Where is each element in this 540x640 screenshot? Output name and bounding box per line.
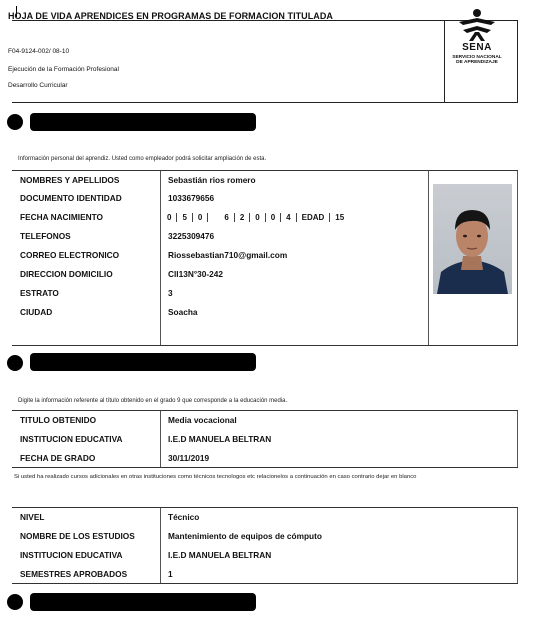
courses-note: Si usted ha realizado cursos adicionales en otras instituciones como técnicos tecnologos etc relacionelos a continuación en caso contrario dejar en blanco (14, 474, 417, 480)
birth-digit: 0 (193, 213, 208, 222)
document-title: HOJA DE VIDA APRENDICES EN PROGRAMAS DE FORMACION TITULADA (8, 11, 333, 21)
institution-label: INSTITUCION EDUCATIVA (20, 434, 123, 444)
study-name-value: Mantenimiento de equipos de cómputo (168, 531, 322, 541)
sena-logo-sub2: DE APRENDIZAJE (456, 60, 498, 66)
table-row (12, 411, 518, 430)
section-heading-redacted (30, 113, 256, 131)
section-heading-redacted (30, 353, 256, 371)
graduation-date-label: FECHA DE GRADO (20, 453, 96, 463)
stratum-value: 3 (168, 288, 173, 298)
birth-digit: 4 (281, 213, 296, 222)
semesters-value: 1 (168, 569, 173, 579)
sena-logo-word: SENA (462, 42, 492, 53)
address-value: Cll13N°30-242 (168, 269, 223, 279)
phone-label: TELEFONOS (20, 231, 71, 241)
birth-digit: 0 (266, 213, 281, 222)
table-row (12, 527, 518, 546)
education-table (12, 410, 518, 468)
sena-logo (442, 6, 512, 80)
name-value: Sebastián rios romero (168, 175, 256, 185)
person-icon (433, 184, 512, 294)
document-code: F04-9124-002/ 08-10 (8, 48, 70, 55)
table-row (12, 508, 518, 527)
table-row (12, 303, 518, 322)
stratum-label: ESTRATO (20, 288, 59, 298)
applicant-photo (433, 184, 512, 294)
email-label: CORREO ELECTRONICO (20, 250, 120, 260)
institution-value: I.E.D MANUELA BELTRAN (168, 434, 272, 444)
birth-digit: 2 (235, 213, 250, 222)
age-label: EDAD (297, 213, 331, 222)
name-label: NOMBRES Y APELLIDOS (20, 175, 120, 185)
education-note: Digite la información referente al título obtenido en el grado 9 que corresponde a la educación media. (18, 398, 288, 404)
section-heading-redacted (30, 593, 256, 611)
graduation-date-value: 30/11/2019 (168, 453, 210, 463)
table-row (12, 565, 518, 584)
study-name-label: NOMBRE DE LOS ESTUDIOS (20, 531, 135, 541)
section-bullet-icon (7, 114, 23, 130)
sena-logo-sub1: SERVICIO NACIONAL (452, 55, 502, 60)
personal-info-note: Información personal del aprendiz. Usted como empleador podrá solicitar ampliación de esta. (18, 156, 267, 162)
courses-table (12, 507, 518, 584)
sena-logo-icon (455, 8, 499, 42)
birth-date-digits (162, 213, 349, 222)
birth-digit: 0 (250, 213, 265, 222)
birth-digit: 0 (162, 213, 177, 222)
city-value: Soacha (168, 307, 198, 317)
birth-date-label: FECHA NACIMIENTO (20, 212, 103, 222)
course-institution-value: I.E.D MANUELA BELTRAN (168, 550, 272, 560)
header-line-2: Ejecución de la Formación Profesional (8, 66, 119, 73)
degree-title-label: TITULO OBTENIDO (20, 415, 97, 425)
phone-value: 3225309476 (168, 231, 215, 241)
degree-title-value: Media vocacional (168, 415, 237, 425)
email-value: Riossebastian710@gmail.com (168, 250, 288, 260)
section-bullet-icon (7, 355, 23, 371)
age-value: 15 (335, 213, 345, 222)
address-label: DIRECCION DOMICILIO (20, 269, 113, 279)
birth-digit: 6 (219, 213, 234, 222)
birth-digit: 5 (177, 213, 192, 222)
level-value: Técnico (168, 512, 200, 522)
section-bullet-icon (7, 594, 23, 610)
document-value: 1033679656 (168, 193, 215, 203)
personal-info-table (12, 170, 518, 346)
document-label: DOCUMENTO IDENTIDAD (20, 193, 122, 203)
semesters-label: SEMESTRES APROBADOS (20, 569, 128, 579)
table-row (12, 546, 518, 565)
city-label: CIUDAD (20, 307, 53, 317)
course-institution-label: INSTITUCION EDUCATIVA (20, 550, 123, 560)
level-label: NIVEL (20, 512, 45, 522)
table-row (12, 449, 518, 468)
table-row (12, 430, 518, 449)
header-line-3: Desarrollo Curricular (8, 82, 68, 89)
